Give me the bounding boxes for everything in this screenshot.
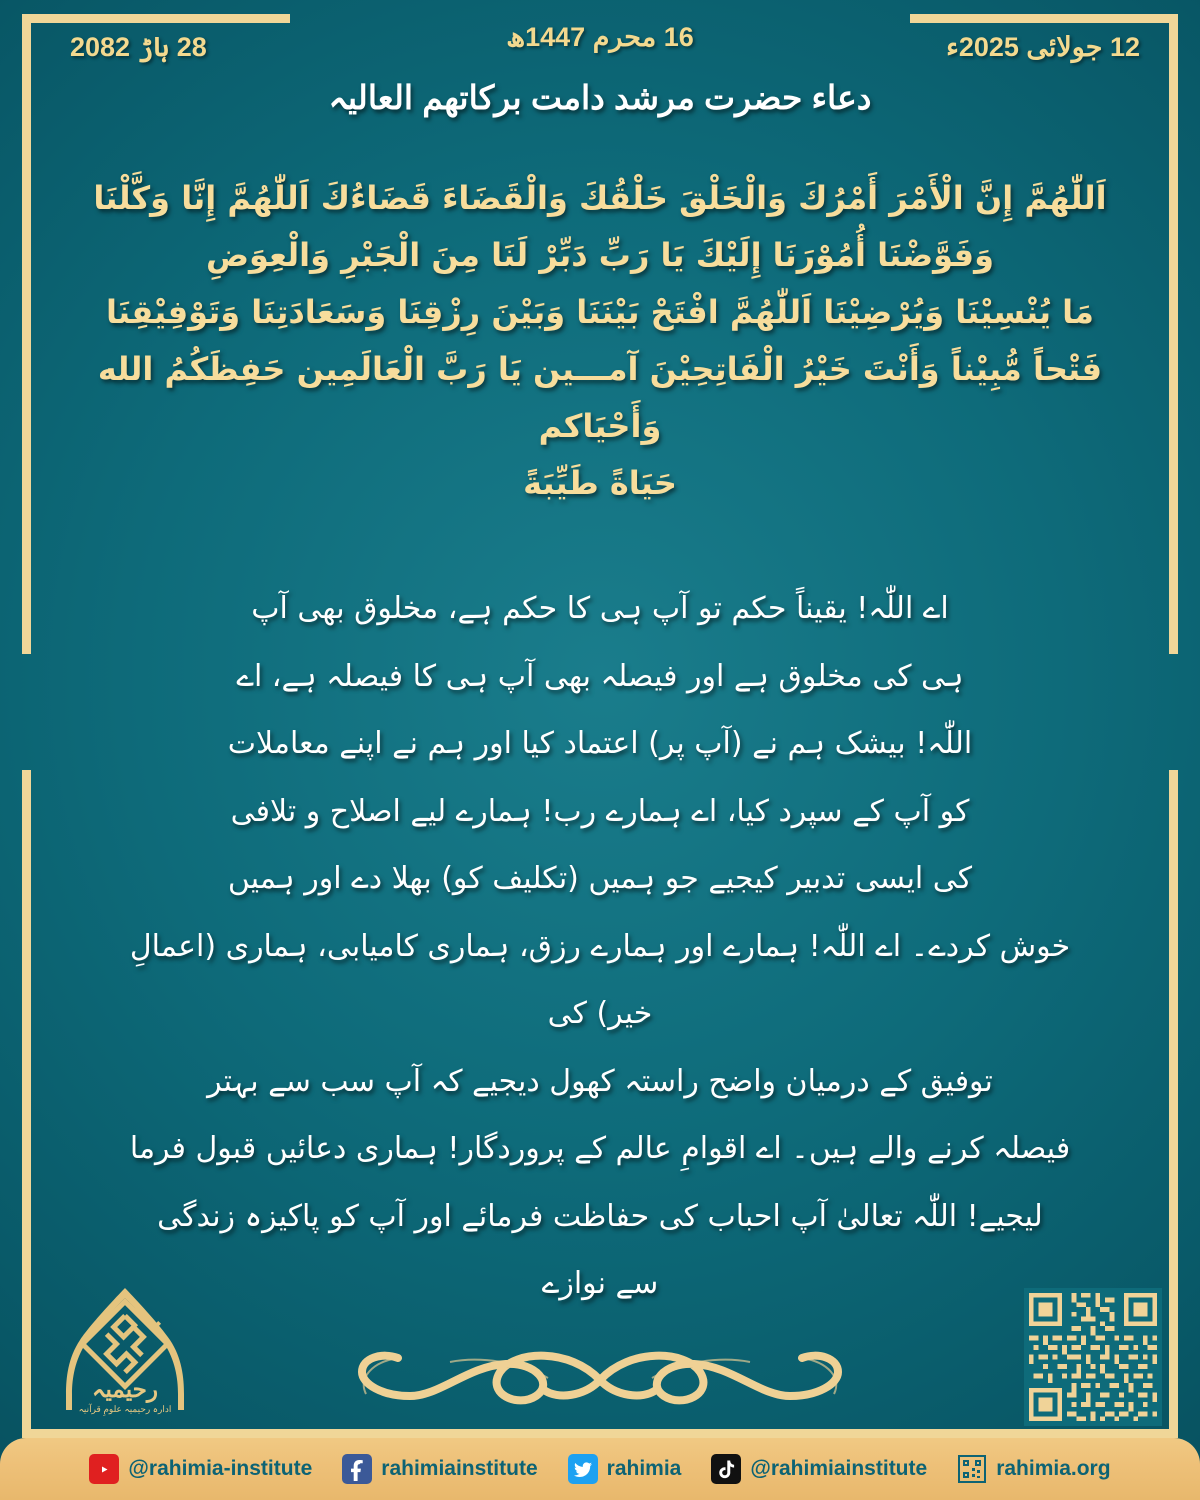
urdu-line: سے نوازے (541, 1266, 659, 1301)
social-label-youtube: @rahimia-institute (128, 1457, 313, 1480)
frame-border-right-lower (1169, 770, 1178, 1438)
urdu-line: لیجیے! اللّٰہ تعالیٰ آپ احباب کی حفاظت فرمائے اور آپ کو پاکیزہ زندگی (157, 1198, 1043, 1234)
scroll-ornament (300, 1338, 900, 1418)
page-title: دعاء حضرت مرشد دامت برکاتھم العالیہ (328, 79, 872, 116)
dua-line: فَتْحاً مُّبِيْناً وَأَنْتَ خَيْرُ الْفَاتِحِيْنَ آمـــين يَا رَبَّ الْعَالَمِين حَفِظَكُمُ الله وَأَحْيَاكم (97, 349, 1103, 445)
urdu-line: ہی کی مخلوق ہے اور فیصلہ بھی آپ ہی کا فیصلہ ہے، اے (236, 658, 964, 694)
date-bikrami: 28 ہاڑ 2082 (70, 32, 207, 62)
social-item-youtube[interactable] (89, 1454, 312, 1484)
social-item-facebook[interactable] (342, 1454, 537, 1484)
urdu-line: کی ایسی تدبیر کیجیے جو ہمیں (تکلیف کو) بھلا دے اور ہمیں (227, 861, 973, 896)
social-item-tiktok[interactable] (711, 1454, 927, 1484)
urdu-line: توفیق کے درمیان واضح راستہ کھول دیجیے کہ آپ سب سے بہتر (207, 1063, 993, 1099)
frame-border-left-lower (22, 770, 31, 1438)
qr-code-icon (1024, 1288, 1162, 1426)
logo-subtitle: ادارہ رحیمیہ علومِ قرآنیہ (78, 1404, 172, 1415)
social-footer-bar (0, 1438, 1200, 1500)
social-label-twitter: rahimia (606, 1457, 682, 1480)
institute-logo (50, 1282, 200, 1432)
date-hijri: 16 محرم 1447ھ (506, 22, 694, 52)
social-label-tiktok: @rahimiainstitute (750, 1457, 928, 1480)
dua-line: حَيَاةً طَيِّبَةً (523, 463, 677, 502)
urdu-line: اللّٰہ! بیشک ہم نے (آپ پر) اعتماد کیا اور ہم نے اپنے معاملات (227, 726, 973, 761)
date-gregorian: 12 جولائی 2025ء (946, 32, 1140, 62)
tiktok-icon (711, 1454, 741, 1484)
logo-name: رحیمیہ (92, 1376, 158, 1403)
qr-code[interactable] (1024, 1288, 1162, 1426)
logo-text-group (50, 1378, 200, 1416)
dua-line: اَللّٰهُمَّ إِنَّ الْأَمْرَ أَمْرُكَ وَالْخَلْقَ خَلْقُكَ وَالْقَضَاءَ قَضَاءُكَ اَللّٰهُمَّ إِنَّا وَكَّلْنَا (93, 179, 1107, 217)
urdu-line: اے اللّٰہ! یقیناً حکم تو آپ ہی کا حکم ہے، مخلوق بھی آپ (251, 591, 949, 626)
facebook-icon (342, 1454, 372, 1484)
urdu-line: فیصلہ کرنے والے ہیں۔ اے اقوامِ عالم کے پروردگار! ہماری دعائیں قبول فرما (129, 1131, 1071, 1166)
social-item-website[interactable] (957, 1454, 1110, 1484)
social-label-facebook: rahimiainstitute (381, 1457, 538, 1480)
youtube-icon (89, 1454, 119, 1484)
social-label-website: rahimia.org (996, 1457, 1111, 1480)
twitter-icon (568, 1454, 598, 1484)
urdu-translation-block (110, 575, 1090, 1318)
dua-line: وَفَوَّضْنَا أُمُوْرَنَا إِلَيْكَ يَا رَبِّ دَبِّرْ لَنَا مِنَ الْجَبْرِ وَالْعِوَضِ (205, 235, 995, 274)
website-qr-icon (957, 1454, 987, 1484)
dua-line: مَا يُنْسِيْنَا وَيُرْضِيْنَا اَللّٰهُمَّ افْتَحْ بَيْنَنَا وَبَيْنَ رِزْقِنَا وَسَعَادَتِنَا وَتَوْفِيْقِنَا (106, 292, 1094, 331)
social-item-twitter[interactable] (568, 1454, 682, 1484)
arabic-dua-block (70, 170, 1130, 512)
urdu-line: کو آپ کے سپرد کیا، اے ہمارے رب! ہمارے لیے اصلاح و تلافی (230, 793, 970, 829)
urdu-line: خوش کردے۔ اے اللّٰہ! ہمارے اور ہمارے رزق، ہماری کامیابی، ہماری (اعمالِ خیر) کی (129, 928, 1071, 1031)
